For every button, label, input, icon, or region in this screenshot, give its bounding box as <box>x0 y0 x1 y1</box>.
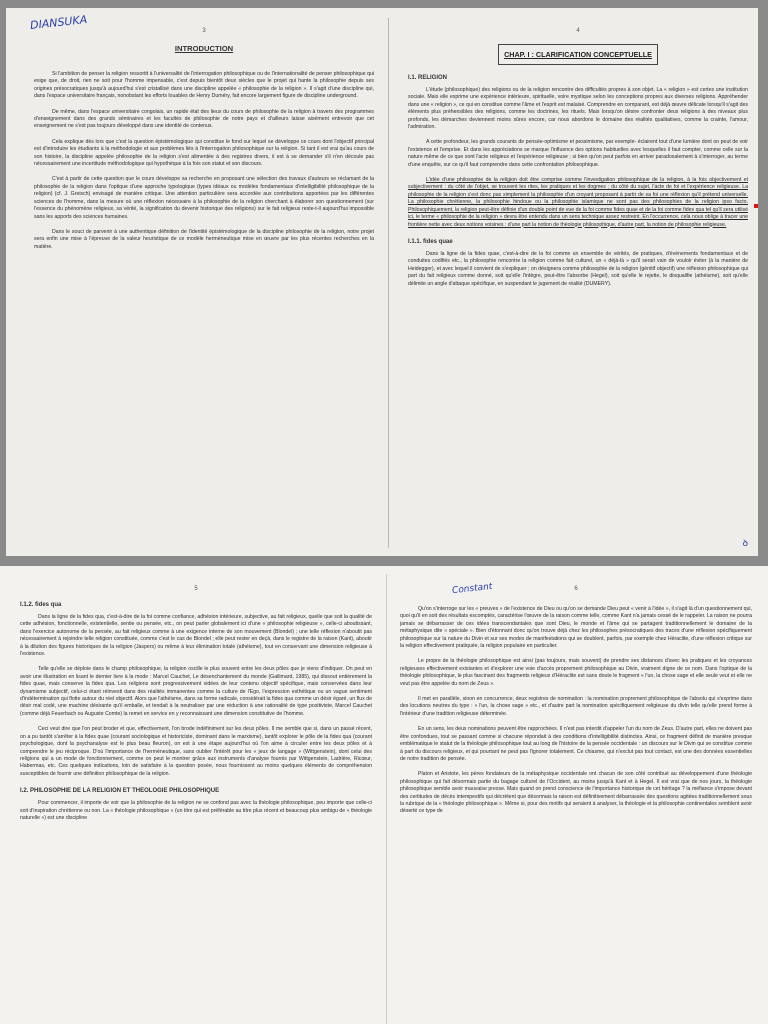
scanned-sheet-bottom <box>0 566 768 1024</box>
paragraph: Ceci veut dire que l'on peut broder et que, effectivement, l'on brode indéfiniment sur les deux pôles. Il me semble que si, dans un passé récent, on a pu tantôt s'arrêter à la fides quae (courant sociologique et historiciste, dominant dans le marxisme), tantôt explorer le pôle de la fides qua (courant psychologique, dont la psychanalyse est le plus beau fleuron), on est à une étape aujourd'hui où l'on aime à circuler entre les deux pôles et à comprendre le jeu réciproque. D'où l'importance de l'herméneutique, sans oublier l'intérêt pour les « jeux de langage » (Wittgenstein), dont celui des religions qui a un mode de fonctionnement, comme on peut le montrer grâce aux instruments d'analyse fournis par Wittgenstein, Ladrière, Ricœur, Habermas, etc. Ces quelques indications, loin de satisfaire à la question posée, nous fournissent au moins quelques éléments de compréhension susceptibles de fournir une définition philosophique de la religion. <box>20 726 372 777</box>
paragraph: C'est à partir de cette question que le cours développe sa recherche en proposant une sélection des travaux d'auteurs se réclamant de la philosophie de la religion dans l'optique d'une approche typologique (types idéaux ou modèles fondamentaux d'intelligibilité philosophique de la religion) (cf. J. Greisch) envisagé de manière critique. Une attention particulière sera accordée aux contributions apportées par les différentes sciences de l'homme, dans la mesure où une réflexion nécessaire à la philosophie de la religion cherchant à élaborer son questionnement (sur l'essence du phénomène religieux, sa vérité, la signification du devenir historique des religions) sur le fait religieux reste-t-il aujourd'hui impossible sans les apports des sciences humaines. <box>34 176 374 220</box>
paragraph: Dans le souci de parvenir à une authentique définition de l'identité épistémologique de la discipline philosophie de la religion, notre projet sera enfin une mise à l'épreuve de la valeur heuristique de ce modèle herméneutique mise en œuvre par les plus récentes recherches en la matière. <box>34 228 374 250</box>
paragraph: Pour commencer, il importe de voir que la philosophie de la religion ne se confond pas avec la théologie philosophique, peu importe que celle-ci soit d'inspiration chrétienne ou non. La « théologie philosophique » (un titre qui est préférable au titre plus récent et beaucoup plus ambigu de « théologie naturelle ») est une discipline <box>20 800 372 821</box>
paragraph: Cela explique dès lors que c'est la question épistémologique qui constitue le fond sur lequel se développe ce cours dont l'objectif principal est d'introduire les étudiants à la méthodologie et aux problèmes liés à l'interrogation philosophique sur la religion. Si tant il est vrai qu'au cours de son histoire, la discipline appelée philosophie de la religion s'est alimentée à des registres divers, il est à se demander s'il n'en découle pas nécessairement une incertitude méthodologique qui hypothèque à la fois son statut et son discours. <box>34 138 374 168</box>
page-6 <box>400 582 752 1022</box>
paragraph: En un sens, les deux nominations peuvent être rapprochées. Il n'est pas interdit d'appeler l'un du nom de Zeus. D'autre part, elles ne doivent pas être confondues, tout se passant comme si chacune répondait à des conditions d'intelligibilité distinctes. Ainsi, ce fragment définit de manière presque emblématique le statut de la théologie philosophique tout au long de l'histoire de la pensée occidentale : un discours sur le Divin qui se constitue comme à part du discours religieux, et qui pourtant ne peut pas l'ignorer totalement. Ce chiasme, qui n'exclut pas tout contact, est une des données essentielles de notre tradition de pensée. <box>400 726 752 762</box>
handwritten-note: Constant <box>451 582 493 597</box>
paragraph: A cette profondeur, les grands courants de pensée-optimisme et pessimisme, par exemple- éclairent tout d'une lumière dont on peut de voir l'existence et l'emprise. Et dans les appréciations se marque l'influence des options habituelles avec lesquelles il faut compter, comme celle sur la nature même de ce que sont l'acte religieux et l'expérience religieuse ; si bien qu'on peut parfois en arriver paradoxalement à s'interroger, au terme d'une enquête, sur ce qu'il faut comprendre dans cette confrontation philosophique. <box>408 139 748 168</box>
page-number: 5 <box>194 586 198 592</box>
paragraph: Le propre de la théologie philosophique est ainsi (pas toujours, mais souvent) de prendre ses distances d'avec les pratiques et les croyances religieuses effectivement existantes et d'explorer une voie d'accès proprement philosophique au Divin, vraiment digne de ce nom. Dans l'optique de la théologie philosophique, le plus fascinant des fragments religieux d'Héraclite est sans doute le fragment « l'un, la chose sage et elle seule veut et elle ne veut pas être appelée du nom de Zeus ». <box>400 658 752 687</box>
page-number: 4 <box>576 28 580 34</box>
section-heading: I.1. RELIGION <box>408 75 448 81</box>
chapter-title-box: CHAP. I : CLARIFICATION CONCEPTUELLE <box>498 44 658 65</box>
paragraph: L'étude (philosophique) des religions ou de la religion rencontre des difficultés propres à son objet. La « religion » est certes une institution sociale. Mais elle exprime une expérience intérieure, spirituelle, voire mystique selon les conceptions propres aux diverses religions. Appréhender dans une « religion », ce qui en constitue comme l'âme et l'esprit est malaisé. Comprendre en comparant, est déjà œuvre délicate lorsqu'il s'agit des éléments plus préhensibles des religions, comme les doctrines, les rituels. Mais lorsqu'on désire confronter deux religions à des niveaux plus profonds, les démarches deviennent moins sûres encore, car nous abordons le domaine des réalités qualitatives, comme la crainte, l'amour, l'admiration. <box>408 87 748 131</box>
section-heading: I.1.2. fides qua <box>20 602 62 608</box>
page-number: 3 <box>202 28 206 34</box>
page-divider <box>386 574 387 1024</box>
paragraph-underlined: L'idée d'une philosophie de la religion doit être comprise comme l'investigation philosophique de la religion, à la fois objectivement et subjectivement : du côté de l'objet, se trouvent les rites, les pratiques et les dogmes ; du côté du sujet, l'acte de foi et l'expérience religieuse. La philosophie de la religion s'est donc pas simplement la philosophie d'un croyant proposant à partir de sa foi une réflexion qu'il prétend universelle. La philosophie chrétienne, la philosophie hindoue ou la philosophie islamique ne sont pas des philosophies de la religion ipso facto. Philosophiquement, la religion peut-être définie d'un double point de vue de la foi comme fides quae et de la foi comme fides qua tel qu'il sera utilisé ici, le terme « philosophie de la religion » devra être entendu dans un sens technique assez restreint. En l'occurrence, cela nous oblige à tracer une frontière nette avec deux notions voisines : d'une part la notion de théologie philosophique, d'autre part, la notion de philosophie religieuse. <box>408 177 748 228</box>
paragraph: Dans la ligne de la fides qua, c'est-à-dire de la foi comme confiance, adhésion intérieure, subjective, au fait religieux, quelle que soit la qualité de cette adhésion, fonctionnelle, existentielle, sentie ou pensée, etc., on peut parler globalement ici d'une « philosophie religieuse », celle-ci aboutissant, dans l'exercice autonome de la pensée, au fait religieux comme à une exigence interne de son mouvement (Blondel) ; une telle réflexion n'aboutit pas nécessairement à rejoindre telle religion constituée, comme c'est le cas de Blondel ; elle peut rester en deçà, dans le registre de la raison (Kant), aboutir à la dilution des figures historiques de la religion (Jaspers) ou même à leur élimination totale (athéisme), tout en conservant une dimension religieuse à l'existence. <box>20 614 372 658</box>
paragraph: Il met en parallèle, sinon en concurrence, deux registres de nomination : la nomination proprement philosophique de l'absolu qui s'exprime dans des locutions neutres du type : « l'un, la chose sage » etc., et d'autre part la nomination spécifiquement religieuse du divin telle qu'elle prend forme à l'intérieur d'une tradition religieuse déterminée. <box>400 696 752 717</box>
page-divider <box>388 18 389 548</box>
page-3 <box>34 24 374 544</box>
paragraph: De même, dans l'espace universitaire congolais, un rapide état des lieux du cours de philosophie de la religion à travers des programmes d'enseignement dans des grands séminaires et les facultés de philosophie de notre pays et d'ailleurs laisse aisément entrevoir que cet enseignement ne s'est pas toujours développé dans une identité de contenus. <box>34 108 374 130</box>
paragraph: Dans la ligne de la fides quae, c'est-à-dire de la foi comme un ensemble de vérités, de pratiques, d'événements fondamentaux et de conduites codifiés etc., la philosophie rencontre la religion comme fait culturel, un « déjà-là » qu'il serait vain de vouloir éviter (à la manière de Heidegger), et avec lequel il convient de s'expliquer ; on désignera comme philosophie de la religion (génitif objectif) une réflexion philosophique qui part du fait religieux comme donné, soit qu'elle l'intègre, peut-être l'absorbe (Hegel), soit qu'elle le rejette, le disqualifie (athéisme), soit qu'elle délimite un angle d'attaque spécifique, en suspendant le jugement de réalité (DUMERY). <box>408 250 748 287</box>
paragraph: Si l'ambition de penser la religion ressortit à l'universalité de l'interrogation philosophique ou de l'internationalité de penser philosophique qui exige que, de droit, rien ne soit pour l'homme impensable, c'est depuis bientôt deux siècles que le projet qui hante la philosophie depuis ses origines présocratiques jusqu'à aujourd'hui s'est cristallisé dans une discipline appelée « philosophie de la religion ». Il s'agit d'une discipline qui, dans l'espace universitaire français, nonobstant les efforts louables de Henry Duméry, fait encore largement figure de discipline underground. <box>34 71 374 100</box>
page-4 <box>408 24 748 544</box>
paragraph: Telle qu'elle se déploie dans le champ philosophique, la religion oscille le plus souvent entre les deux pôles que je viens d'indiquer. On peut en avoir une illustration en lisant le dernier livre à la mode : Marcel Cauchet, Le désenchantement du monde (Gallimard, 1985), qui dissout entièrement la fides quae, mais conserve la fides qua. Les religions sont progressivement vidées de leur contenu objectif spécifique, mais conservées dans leur dynamisme subjectif, celui-ci étant réinvesti dans des réalités immanentes comme la culture de l'Ego, l'expression esthétique ou un vague sentiment d'indétermination qui flotte autour du réel objectif. Alors que l'athéisme, dans sa forme radicale, considérait la fides qua comme un désir égaré, un flux de désir mal codé, une machine désirante qu'il emballe, et tendait à la neutraliser par une réduction à une rationalité de type positiviste, Marcel Cauchet (comme déjà Feuerbach ou Auguste Comte) la remet en service en y reconnaissant une dimension constitutive de l'homme. <box>20 666 372 717</box>
scanned-sheet-top <box>6 8 758 556</box>
subsection-heading: I.1.1. fides quae <box>408 238 453 245</box>
margin-scribble: ꝺ <box>742 538 748 548</box>
page-number: 6 <box>574 586 578 592</box>
paragraph: Platon et Aristote, les pères fondateurs de la métaphysique occidentale ont chacun de son côté contribué au développement d'une théologie philosophique qui fait désormais partie du bagage culturel de l'Occident, au moins jusqu'à Kant et à Hegel. Il est vrai que de nos jours, la théologie philosophique semble avoir mauvaise presse. Mais quand on prend conscience de l'importance historique de cet héritage ? la méfiance s'impose devant des certitudes de décès intempestifs qui décrètent que désormais la raison est définitivement débarrassée des questions agitées traditionnellement sous la rubrique de la « théologie philosophique ». Même si, pour des motifs qui seraient à analyser, la théologie et la philosophie continentales semblent avoir déserté ce type de <box>400 771 752 815</box>
red-margin-mark <box>754 204 758 208</box>
handwritten-name: DIANSUKA <box>29 13 88 32</box>
paragraph: Qu'on s'interroge sur les « preuves » de l'existence de Dieu ou qu'on se demande Dieu peut « venir à l'idée », il s'agit là d'un questionnement qui, quoi qu'il en soit des résultats escomptés, caractérise l'œuvre de la raison comme telle, comme Kant n'a jamais cessé de le rappeler. La raison ne pourra jamais se débarrasser de ces idées transcendantales que sont Dieu, le monde et l'âme qui se partagent traditionnellement le domaine de la métaphysique dite « spéciale ». Bien d'étonnant donc qu'on trouve déjà chez les philosophes présocratiques des traces d'une réflexion spécifiquement philosophique sur la nature du Divin et sur ses modes de manifestations qui se doublent, parfois, par exemple chez Héraclite, d'une réflexion critique sur la religion effectivement pratiquée, la religion populaire en particulier. <box>400 606 752 650</box>
page-5 <box>20 582 372 1022</box>
introduction-heading: INTRODUCTION <box>174 44 234 53</box>
section-heading: I.2. PHILOSOPHIE DE LA RELIGION ET THEOLOGIE PHILOSOPHIQUE <box>20 788 220 795</box>
